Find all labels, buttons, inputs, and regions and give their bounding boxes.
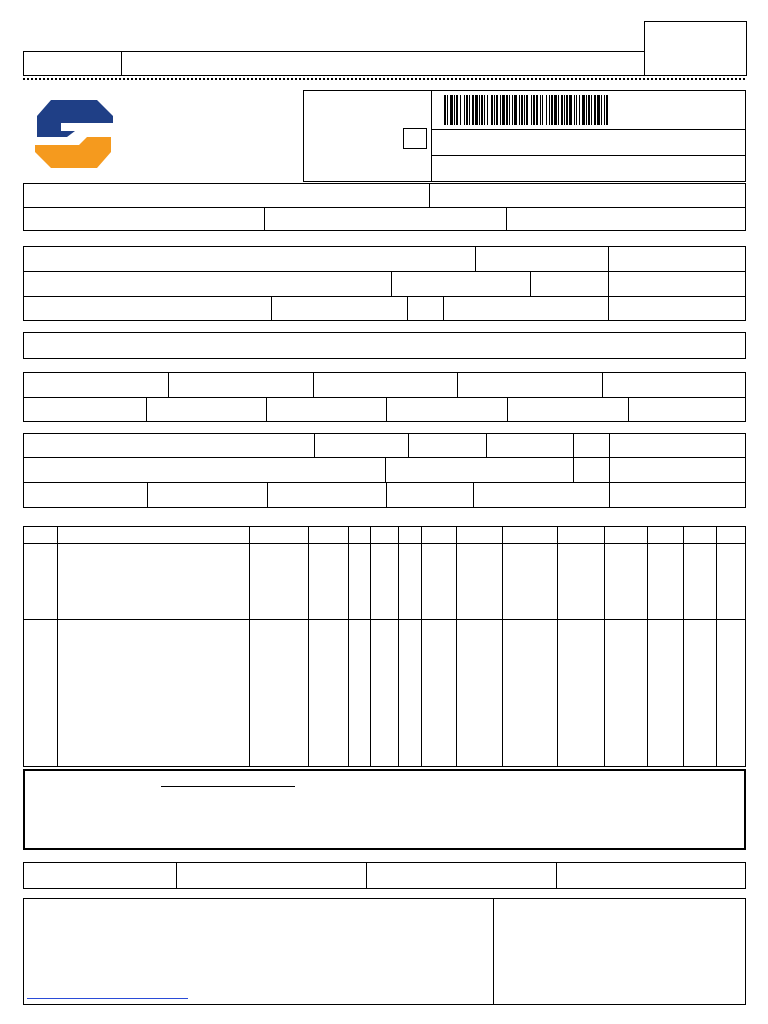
st-base-cell xyxy=(313,372,458,398)
numbering-cell xyxy=(386,482,474,508)
website-link[interactable] xyxy=(27,998,188,999)
items-header-line xyxy=(23,543,746,544)
header-title-cell xyxy=(121,51,645,76)
items-table xyxy=(23,526,746,767)
recipient-ie-cell xyxy=(443,296,609,321)
invoice-bar xyxy=(23,332,746,359)
items-col-sep xyxy=(57,526,58,767)
gross-weight-cell xyxy=(473,482,610,508)
cut-line xyxy=(23,78,745,80)
items-row-line xyxy=(23,619,746,620)
carrier-uf-cell xyxy=(573,457,610,483)
carrier-cnpj-cell xyxy=(609,433,746,458)
recipient-name-cell xyxy=(23,246,476,272)
vehicle-plate-cell xyxy=(486,433,574,458)
top-right-box xyxy=(644,21,747,76)
freight-payer-cell xyxy=(314,433,409,458)
st-value-cell xyxy=(457,372,603,398)
substitute-registration-cell xyxy=(264,207,507,231)
issqn-value-cell xyxy=(556,862,746,889)
recipient-district-cell xyxy=(391,271,531,297)
items-col-sep xyxy=(421,526,422,767)
items-col-sep xyxy=(502,526,503,767)
items-col-sep xyxy=(683,526,684,767)
discount-cell xyxy=(266,397,387,422)
carrier-name-cell xyxy=(23,433,315,458)
issqn-base-cell xyxy=(366,862,557,889)
brand-cell xyxy=(267,482,387,508)
exit-date-cell xyxy=(608,271,746,297)
recipient-address-cell xyxy=(23,271,392,297)
plate-uf-cell xyxy=(573,433,610,458)
protocol-row xyxy=(431,155,746,182)
carrier-city-cell xyxy=(385,457,574,483)
insurance-cell xyxy=(146,397,267,422)
invoice-total-cell xyxy=(628,397,746,422)
services-total-cell xyxy=(176,862,367,889)
recipient-cnpj-cell xyxy=(475,246,609,272)
net-weight-cell xyxy=(609,482,746,508)
company-logo xyxy=(33,97,115,171)
icms-value-cell xyxy=(168,372,314,398)
antt-code-cell xyxy=(408,433,487,458)
freight-cell xyxy=(23,397,147,422)
items-col-sep xyxy=(647,526,648,767)
species-cell xyxy=(147,482,268,508)
operation-nature-cell xyxy=(23,183,430,208)
items-col-sep xyxy=(398,526,399,767)
quantity-cell xyxy=(23,482,148,508)
items-col-sep xyxy=(249,526,250,767)
exit-time-cell xyxy=(608,296,746,321)
carrier-address-cell xyxy=(23,457,386,483)
tax-base-cell xyxy=(23,372,169,398)
items-col-sep xyxy=(557,526,558,767)
state-registration-cell xyxy=(23,207,265,231)
info-underline xyxy=(161,786,295,787)
products-total-cell xyxy=(602,372,746,398)
additional-info-box xyxy=(23,769,746,850)
complementary-info-box xyxy=(23,898,494,1005)
authorization-protocol-cell xyxy=(429,183,746,208)
fiscal-reserved-box xyxy=(493,898,746,1005)
carrier-ie-cell xyxy=(609,457,746,483)
items-col-sep xyxy=(716,526,717,767)
ipi-cell xyxy=(507,397,629,422)
recipient-city-cell xyxy=(23,296,272,321)
items-col-sep xyxy=(348,526,349,767)
issue-date-cell xyxy=(608,246,746,272)
other-expenses-cell xyxy=(386,397,508,422)
header-label-cell xyxy=(23,51,122,76)
items-col-sep xyxy=(370,526,371,767)
recipient-uf-cell xyxy=(407,296,444,321)
checkbox[interactable] xyxy=(403,128,427,149)
recipient-zip-cell xyxy=(530,271,609,297)
barcode xyxy=(444,95,702,125)
cnpj-cell xyxy=(506,207,746,231)
access-key-row xyxy=(431,129,746,156)
municipal-registration-cell xyxy=(23,862,177,889)
items-col-sep xyxy=(604,526,605,767)
items-col-sep xyxy=(308,526,309,767)
items-col-sep xyxy=(456,526,457,767)
recipient-phone-cell xyxy=(271,296,408,321)
